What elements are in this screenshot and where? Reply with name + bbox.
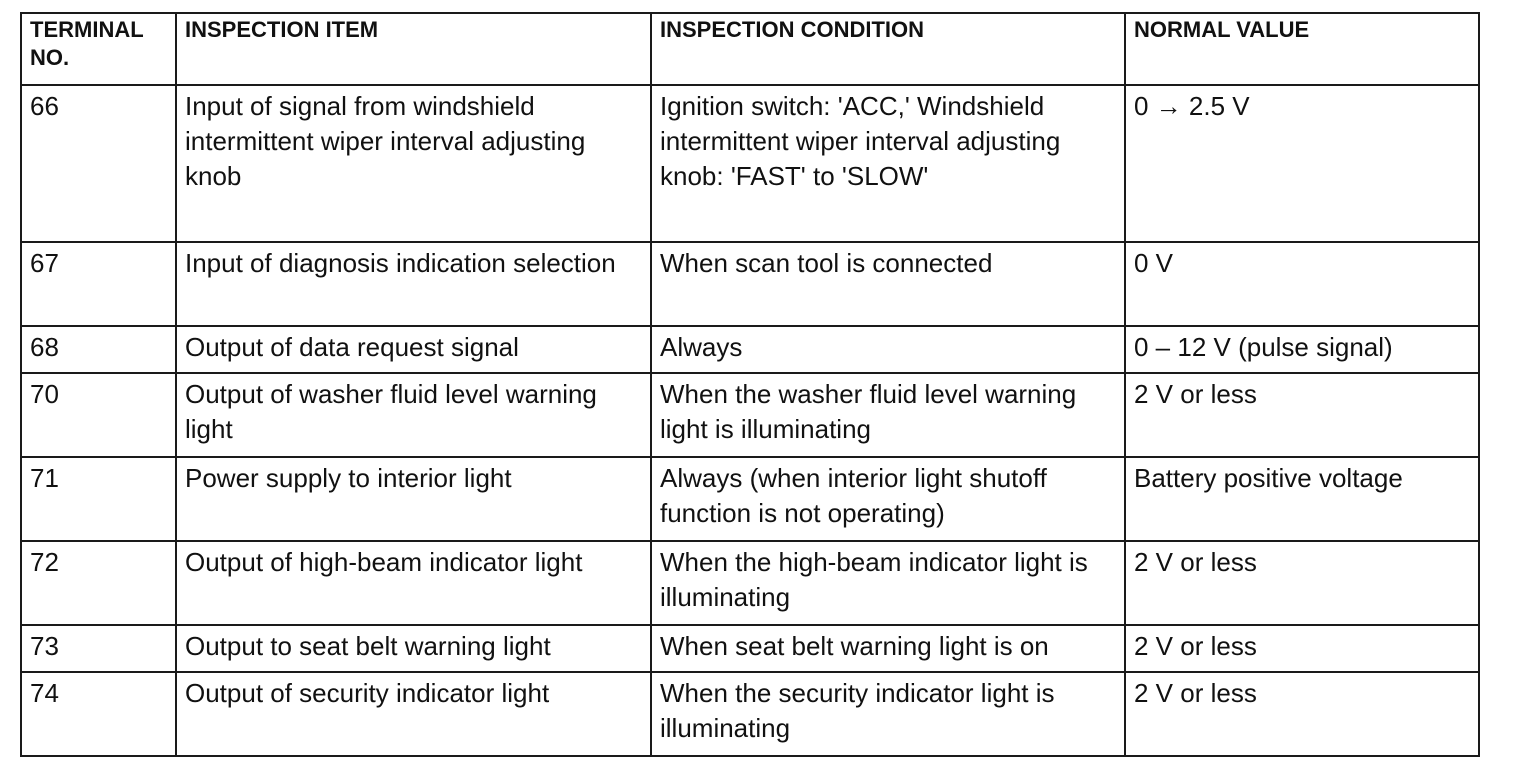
- terminal-cell: 66: [21, 85, 176, 242]
- condition-cell: Always: [651, 326, 1125, 373]
- item-cell: Output of washer fluid level warning light: [176, 373, 651, 457]
- header-normal-value: NORMAL VALUE: [1125, 13, 1479, 85]
- item-cell: Output of high-beam indicator light: [176, 541, 651, 625]
- header-row: [21, 13, 1479, 85]
- table-row: [21, 541, 1479, 625]
- value-cell: 0 V: [1125, 242, 1479, 326]
- value-cell: 2 V or less: [1125, 373, 1479, 457]
- inspection-table: [20, 12, 1480, 757]
- value-cell: 2 V or less: [1125, 672, 1479, 756]
- terminal-cell: 73: [21, 625, 176, 672]
- value-cell: 2 V or less: [1125, 625, 1479, 672]
- condition-cell: When seat belt warning light is on: [651, 625, 1125, 672]
- header-inspection-condition: INSPECTION CONDITION: [651, 13, 1125, 85]
- condition-cell: When the washer fluid level warning light is illuminating: [651, 373, 1125, 457]
- table-row: [21, 625, 1479, 672]
- table-row: [21, 326, 1479, 373]
- terminal-cell: 68: [21, 326, 176, 373]
- item-cell: Input of signal from windshield intermittent wiper interval adjusting knob: [176, 85, 651, 242]
- item-cell: Input of diagnosis indication selection: [176, 242, 651, 326]
- header-terminal-no: TERMINAL NO.: [21, 13, 176, 85]
- item-cell: Output of data request signal: [176, 326, 651, 373]
- terminal-cell: 74: [21, 672, 176, 756]
- condition-cell: Always (when interior light shutoff function is not operating): [651, 457, 1125, 541]
- value-cell: 2 V or less: [1125, 541, 1479, 625]
- table-row: [21, 373, 1479, 457]
- condition-cell: Ignition switch: 'ACC,' Windshield intermittent wiper interval adjusting knob: 'FAST' to 'SLOW': [651, 85, 1125, 242]
- value-cell: Battery positive voltage: [1125, 457, 1479, 541]
- table-body: [21, 85, 1479, 756]
- table-row: [21, 457, 1479, 541]
- item-cell: Power supply to interior light: [176, 457, 651, 541]
- value-cell: 0 → 2.5 V: [1125, 85, 1479, 242]
- condition-cell: When the high-beam indicator light is illuminating: [651, 541, 1125, 625]
- item-cell: Output of security indicator light: [176, 672, 651, 756]
- table-row: [21, 85, 1479, 242]
- terminal-cell: 67: [21, 242, 176, 326]
- header-inspection-item: INSPECTION ITEM: [176, 13, 651, 85]
- terminal-cell: 72: [21, 541, 176, 625]
- table-row: [21, 672, 1479, 756]
- table-row: [21, 242, 1479, 326]
- item-cell: Output to seat belt warning light: [176, 625, 651, 672]
- condition-cell: When the security indicator light is illuminating: [651, 672, 1125, 756]
- terminal-cell: 70: [21, 373, 176, 457]
- condition-cell: When scan tool is connected: [651, 242, 1125, 326]
- table-header: [21, 13, 1479, 85]
- terminal-cell: 71: [21, 457, 176, 541]
- value-cell: 0 – 12 V (pulse signal): [1125, 326, 1479, 373]
